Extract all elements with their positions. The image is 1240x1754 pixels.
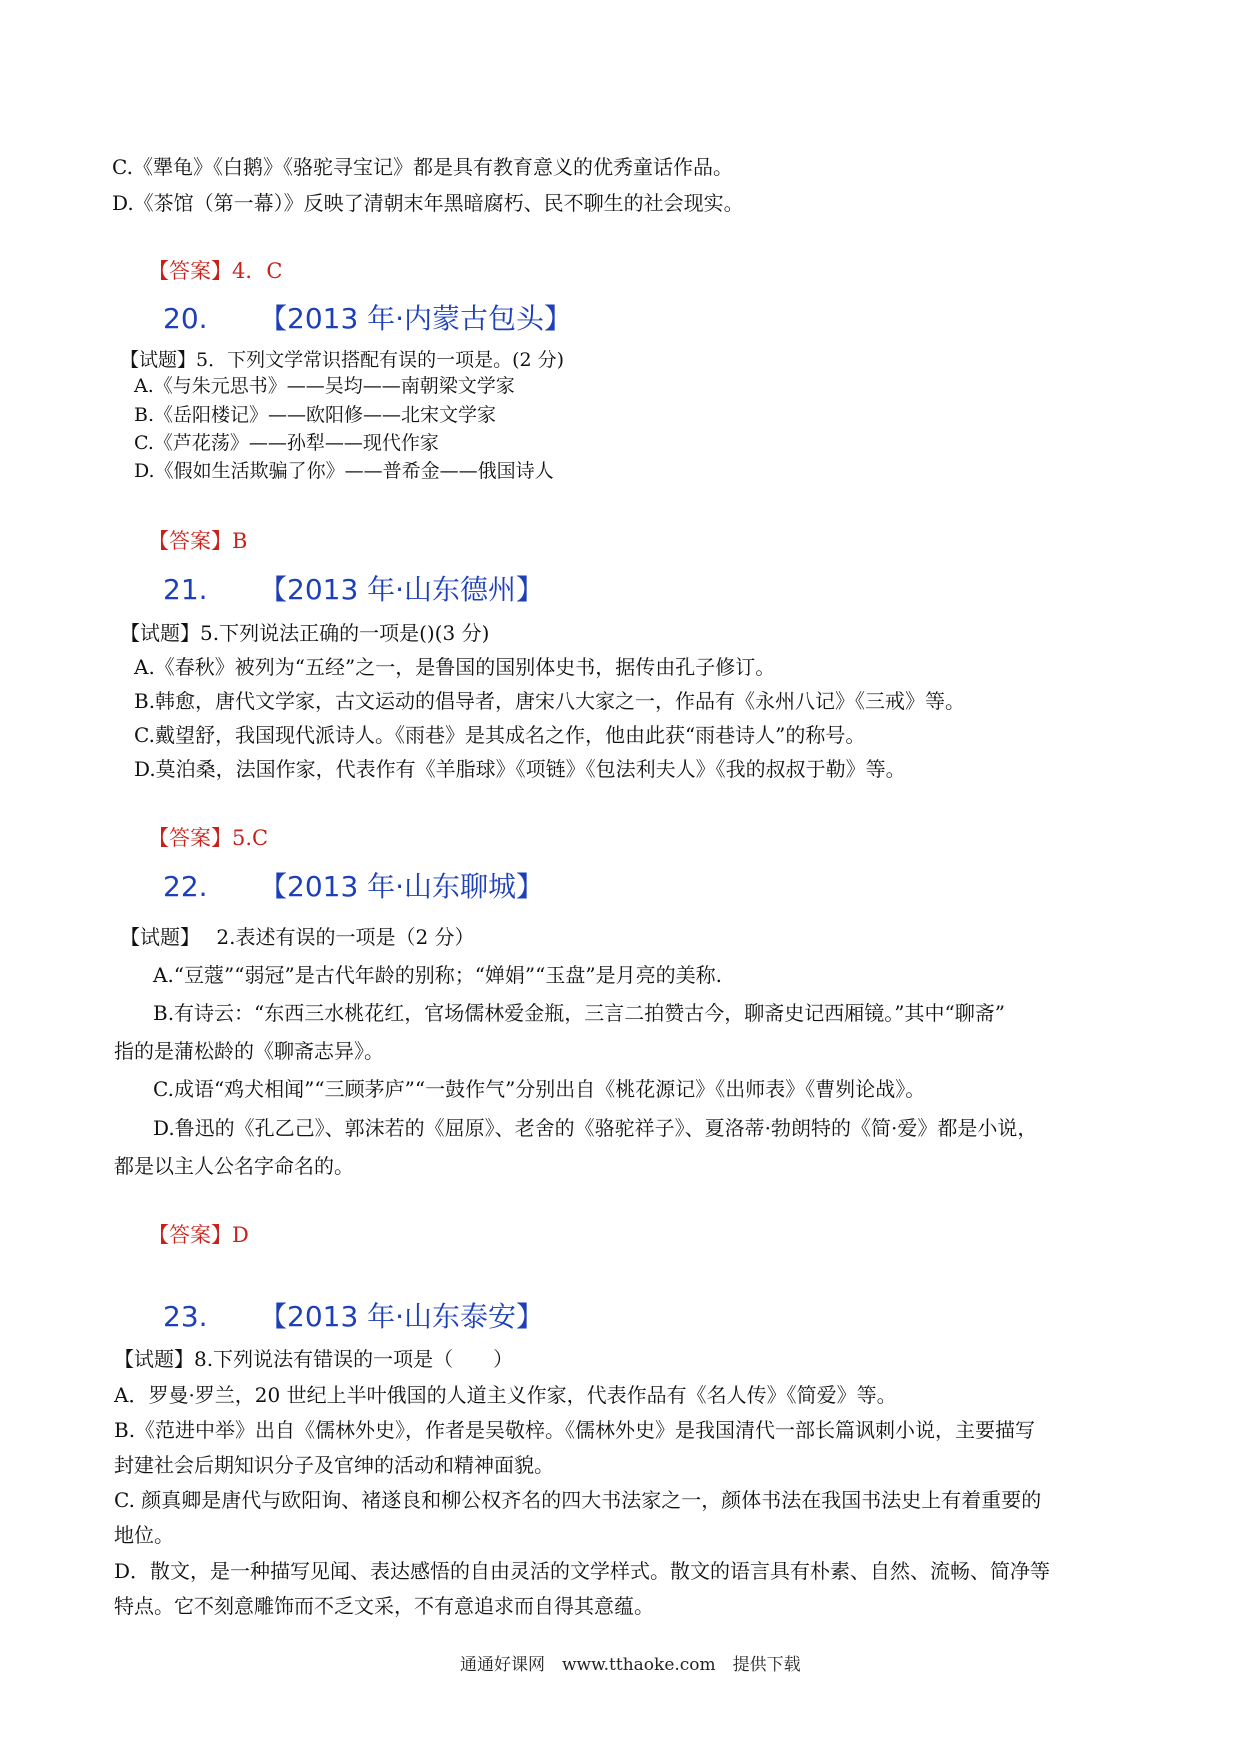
question-source: 【2013 年·内蒙古包头】 xyxy=(259,302,573,335)
option-d: D．散文，是一种描写见闻、表达感悟的自由灵活的文学样式。散文的语言具有朴素、自然、流畅、简净等 xyxy=(114,1559,1051,1583)
page-footer: 通通好课网 www.tthaoke.com 提供下载 xyxy=(460,1655,801,1675)
option-c: C.《芦花荡》——孙犁——现代作家 xyxy=(134,432,439,454)
option-a: A.“豆蔻”“弱冠”是古代年龄的别称；“婵娟”“玉盘”是月亮的美称. xyxy=(153,963,722,987)
question-heading xyxy=(163,1295,544,1335)
option-b-continued: 封建社会后期知识分子及官绅的活动和精神面貌。 xyxy=(114,1453,554,1477)
question-stem: 【试题】8.下列说法有错误的一项是（ ） xyxy=(114,1347,514,1371)
option-b: B.《岳阳楼记》——欧阳修——北宋文学家 xyxy=(134,404,497,426)
option-c: C.《犟龟》《白鹅》《骆驼寻宝记》都是具有教育意义的优秀童话作品。 xyxy=(112,155,733,179)
answer-label: 【答案】5.C xyxy=(148,826,269,850)
question-stem: 【试题】 2.表述有误的一项是（2 分） xyxy=(120,925,475,949)
question-stem: 【试题】5.下列说法正确的一项是()(3 分) xyxy=(120,621,490,645)
option-d: D.莫泊桑，法国作家，代表作有《羊脂球》《项链》《包法利夫人》《我的叔叔于勒》等。 xyxy=(134,757,906,781)
question-source: 【2013 年·山东聊城】 xyxy=(259,870,545,903)
option-a: A.《与朱元思书》——吴均——南朝梁文学家 xyxy=(134,375,515,397)
option-b: B.有诗云：“东西三水桃花红，官场儒林爱金瓶，三言二拍赞古今，聊斋史记西厢镜。”其中“聊斋” xyxy=(153,1001,1005,1025)
option-c: C. 颜真卿是唐代与欧阳询、褚遂良和柳公权齐名的四大书法家之一，颜体书法在我国书法史上有着重要的 xyxy=(114,1488,1042,1512)
question-number: 20. xyxy=(163,302,208,335)
option-d: D.《假如生活欺骗了你》——普希金——俄国诗人 xyxy=(134,460,554,482)
option-a: A.《春秋》被列为“五经”之一，是鲁国的国别体史书，据传由孔子修订。 xyxy=(134,655,776,679)
option-b: B.韩愈，唐代文学家，古文运动的倡导者，唐宋八大家之一，作品有《永州八记》《三戒》等。 xyxy=(134,689,966,713)
question-stem: 【试题】5．下列文学常识搭配有误的一项是。(2 分) xyxy=(120,349,565,371)
answer-label: 【答案】D xyxy=(148,1223,249,1247)
option-a: A．罗曼·罗兰，20 世纪上半叶俄国的人道主义作家，代表作品有《名人传》《简爱》等。 xyxy=(114,1383,897,1407)
option-d: D.鲁迅的《孔乙己》、郭沫若的《屈原》、老舍的《骆驼祥子》、夏洛蒂·勃朗特的《简·爱》都是小说， xyxy=(153,1116,1038,1140)
option-b: B.《范进中举》出自《儒林外史》，作者是吴敬梓。《儒林外史》是我国清代一部长篇讽刺小说，主要描写 xyxy=(114,1418,1036,1442)
option-d-continued: 都是以主人公名字命名的。 xyxy=(114,1154,354,1178)
option-c-continued: 地位。 xyxy=(114,1523,174,1547)
option-c: C.成语“鸡犬相闻”“三顾茅庐”“一鼓作气”分别出自《桃花源记》《出师表》《曹刿论战》。 xyxy=(153,1077,926,1101)
question-number: 23. xyxy=(163,1300,208,1333)
option-b-continued: 指的是蒲松龄的《聊斋志异》。 xyxy=(114,1039,384,1063)
option-d-continued: 特点。它不刻意雕饰而不乏文采，不有意追求而自得其意蕴。 xyxy=(114,1594,654,1618)
question-number: 22. xyxy=(163,870,208,903)
question-source: 【2013 年·山东泰安】 xyxy=(259,1300,545,1333)
question-number: 21. xyxy=(163,573,208,606)
answer-label: 【答案】B xyxy=(148,529,248,553)
question-source: 【2013 年·山东德州】 xyxy=(259,573,545,606)
answer-label: 【答案】4．C xyxy=(148,259,283,283)
option-d: D.《茶馆（第一幕）》反映了清朝末年黑暗腐朽、民不聊生的社会现实。 xyxy=(112,191,744,215)
question-heading xyxy=(163,865,544,905)
question-heading xyxy=(163,568,544,608)
option-c: C.戴望舒，我国现代派诗人。《雨巷》是其成名之作，他由此获“雨巷诗人”的称号。 xyxy=(134,723,866,747)
question-heading xyxy=(163,297,572,337)
